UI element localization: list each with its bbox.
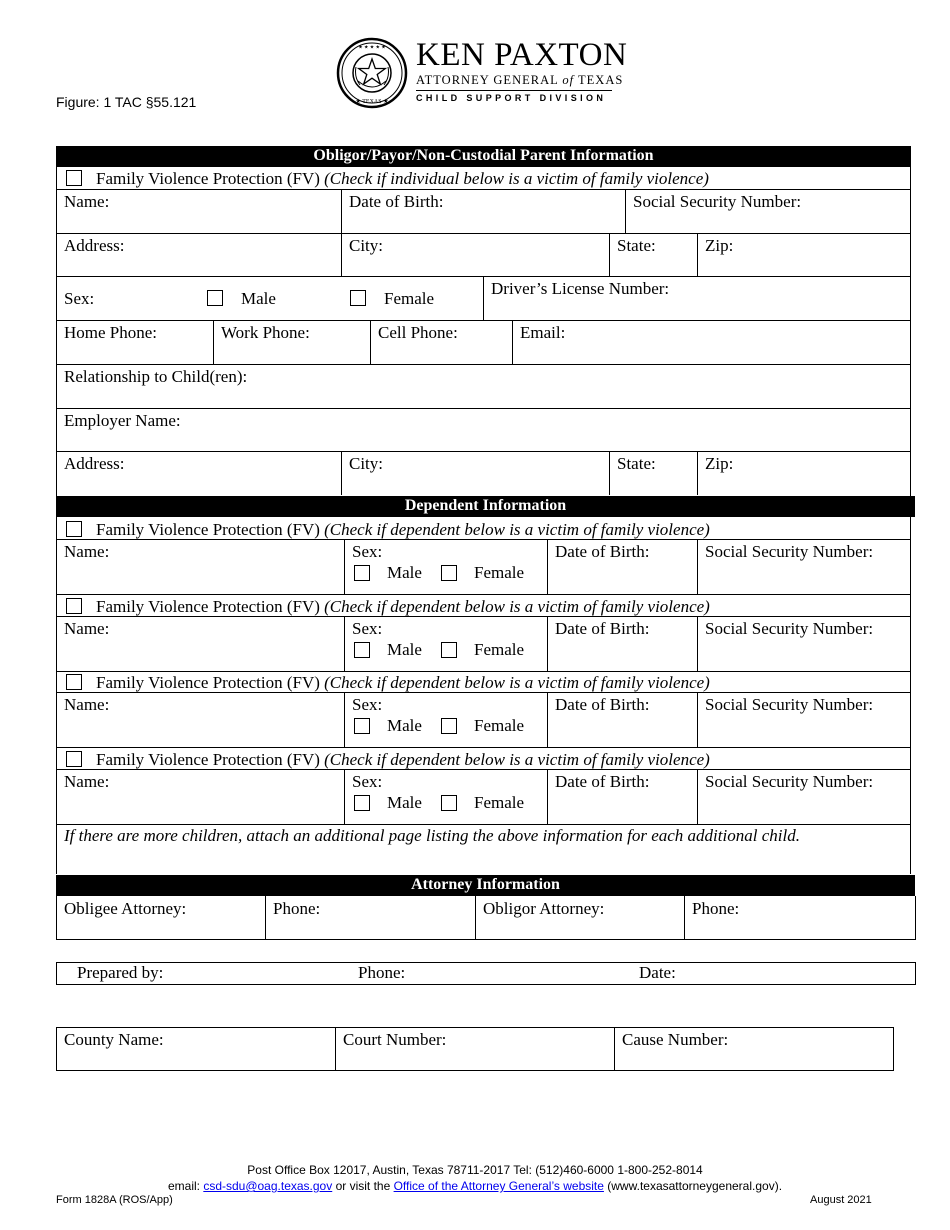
- form-id: Form 1828A (ROS/App): [56, 1194, 173, 1206]
- email-link[interactable]: csd-sdu@oag.texas.gov: [203, 1179, 333, 1193]
- obligor-female-label: Female: [384, 289, 435, 308]
- dependent-2-female-label: Female: [474, 640, 525, 659]
- dependent-2-fv-checkbox[interactable]: [66, 598, 82, 614]
- cause-number-field[interactable]: Cause Number:: [622, 1030, 729, 1049]
- obligor-dl-field[interactable]: Driver’s License Number:: [491, 279, 670, 298]
- form-date: August 2021: [810, 1194, 872, 1206]
- dependent-4-name-field[interactable]: Name:: [64, 772, 110, 791]
- brand-title: ATTORNEY GENERAL of TEXAS: [416, 73, 624, 87]
- prepared-phone-field[interactable]: Phone:: [358, 963, 406, 982]
- employer-state-field[interactable]: State:: [617, 454, 656, 473]
- website-link[interactable]: Office of the Attorney General’s website: [393, 1179, 604, 1193]
- employer-zip-field[interactable]: Zip:: [705, 454, 734, 473]
- dependent-1-name-field[interactable]: Name:: [64, 542, 110, 561]
- dependent-4-ssn-field[interactable]: Social Security Number:: [705, 772, 874, 791]
- dependent-1-female-checkbox[interactable]: [441, 565, 457, 581]
- prepared-date-field[interactable]: Date:: [639, 963, 676, 982]
- dependent-3-fv-checkbox[interactable]: [66, 674, 82, 690]
- dependent-header: Dependent Information: [56, 496, 915, 517]
- dependent-4-male-checkbox[interactable]: [354, 795, 370, 811]
- attorney-header: Attorney Information: [56, 875, 915, 896]
- footer-contact: email: csd-sdu@oag.texas.gov or visit the Office of the Attorney General’s website (www.texasattorneygeneral.gov).: [167, 1179, 783, 1193]
- brand-block: [416, 38, 627, 103]
- dependent-3-female-label: Female: [474, 716, 525, 735]
- more-children-note: If there are more children, attach an additional page listing the above information for each additional child.: [64, 826, 800, 845]
- county-name-field[interactable]: County Name:: [64, 1030, 164, 1049]
- obligor-ssn-field[interactable]: Social Security Number:: [633, 192, 802, 211]
- dependent-2-female-checkbox[interactable]: [441, 642, 457, 658]
- svg-text:★ TEXAS ★: ★ TEXAS ★: [355, 99, 389, 105]
- obligor-work-phone-field[interactable]: Work Phone:: [221, 323, 310, 342]
- svg-text:★ ★ ★ ★ ★: ★ ★ ★ ★ ★: [358, 45, 386, 51]
- obligor-city-field[interactable]: City:: [349, 236, 384, 255]
- obligor-name-field[interactable]: Name:: [64, 192, 110, 211]
- dependent-3-male-label: Male: [387, 716, 422, 735]
- obligor-address-field[interactable]: Address:: [64, 236, 125, 255]
- dependent-4-female-label: Female: [474, 793, 525, 812]
- prepared-by-field[interactable]: Prepared by:: [77, 963, 164, 982]
- obligee-attorney-field[interactable]: Obligee Attorney:: [64, 899, 187, 918]
- dependent-4-fv-checkbox[interactable]: [66, 751, 82, 767]
- brand-name: KEN PAXTON: [416, 37, 628, 73]
- dependent-3-ssn-field[interactable]: Social Security Number:: [705, 695, 874, 714]
- dependent-1-male-checkbox[interactable]: [354, 565, 370, 581]
- dependent-1-ssn-field[interactable]: Social Security Number:: [705, 542, 874, 561]
- dependent-1-dob-field[interactable]: Date of Birth:: [555, 542, 650, 561]
- obligor-cell-phone-field[interactable]: Cell Phone:: [378, 323, 458, 342]
- dependent-1-fv-row: Family Violence Protection (FV) (Check if dependent below is a victim of family violence): [57, 520, 710, 540]
- dependent-3-male-checkbox[interactable]: [354, 718, 370, 734]
- obligor-state-field[interactable]: State:: [617, 236, 656, 255]
- dependent-1-male-label: Male: [387, 563, 422, 582]
- obligor-attorney-phone-field[interactable]: Phone:: [692, 899, 740, 918]
- dependent-4-fv-row: Family Violence Protection (FV) (Check if dependent below is a victim of family violence): [57, 750, 710, 770]
- dependent-2-male-checkbox[interactable]: [354, 642, 370, 658]
- dependent-2-ssn-field[interactable]: Social Security Number:: [705, 619, 874, 638]
- dependent-3-female-checkbox[interactable]: [441, 718, 457, 734]
- dependent-4-sex-label: Sex:: [352, 772, 383, 791]
- dependent-4-female-checkbox[interactable]: [441, 795, 457, 811]
- court-number-field[interactable]: Court Number:: [343, 1030, 447, 1049]
- prepared-row: [56, 962, 916, 985]
- obligor-male-checkbox[interactable]: [207, 290, 223, 306]
- dependent-2-male-label: Male: [387, 640, 422, 659]
- dependent-2-fv-row: Family Violence Protection (FV) (Check if dependent below is a victim of family violence): [57, 597, 710, 617]
- dependent-3-dob-field[interactable]: Date of Birth:: [555, 695, 650, 714]
- employer-city-field[interactable]: City:: [349, 454, 384, 473]
- dependent-1-female-label: Female: [474, 563, 525, 582]
- dependent-3-name-field[interactable]: Name:: [64, 695, 110, 714]
- obligor-home-phone-field[interactable]: Home Phone:: [64, 323, 158, 342]
- dependent-3-fv-row: Family Violence Protection (FV) (Check if dependent below is a victim of family violence): [57, 673, 710, 693]
- brand-division: CHILD SUPPORT DIVISION: [416, 90, 612, 103]
- obligor-email-field[interactable]: Email:: [520, 323, 566, 342]
- dependent-1-fv-checkbox[interactable]: [66, 521, 82, 537]
- obligor-dob-field[interactable]: Date of Birth:: [349, 192, 444, 211]
- dependent-4-dob-field[interactable]: Date of Birth:: [555, 772, 650, 791]
- obligor-sex-label: Sex:: [64, 289, 95, 308]
- dependent-4-male-label: Male: [387, 793, 422, 812]
- obligor-fv-row: Family Violence Protection (FV) (Check if individual below is a victim of family violence): [57, 169, 709, 189]
- employer-address-field[interactable]: Address:: [64, 454, 125, 473]
- obligor-attorney-field[interactable]: Obligor Attorney:: [483, 899, 605, 918]
- obligor-fv-checkbox[interactable]: [66, 170, 82, 186]
- dependent-2-sex-label: Sex:: [352, 619, 383, 638]
- dependent-2-name-field[interactable]: Name:: [64, 619, 110, 638]
- obligor-relationship-field[interactable]: Relationship to Child(ren):: [64, 367, 248, 386]
- obligor-zip-field[interactable]: Zip:: [705, 236, 734, 255]
- footer-address: Post Office Box 12017, Austin, Texas 78711-2017 Tel: (512)460-6000 1-800-252-8014: [247, 1163, 703, 1177]
- obligee-phone-field[interactable]: Phone:: [273, 899, 321, 918]
- dependent-3-sex-label: Sex:: [352, 695, 383, 714]
- obligor-female-checkbox[interactable]: [350, 290, 366, 306]
- dependent-1-sex-label: Sex:: [352, 542, 383, 561]
- employer-name-field[interactable]: Employer Name:: [64, 411, 181, 430]
- figure-reference: Figure: 1 TAC §55.121: [56, 94, 197, 110]
- obligor-male-label: Male: [241, 289, 276, 308]
- obligor-header: Obligor/Payor/Non-Custodial Parent Information: [56, 146, 911, 167]
- dependent-2-dob-field[interactable]: Date of Birth:: [555, 619, 650, 638]
- texas-seal-logo: [336, 37, 408, 109]
